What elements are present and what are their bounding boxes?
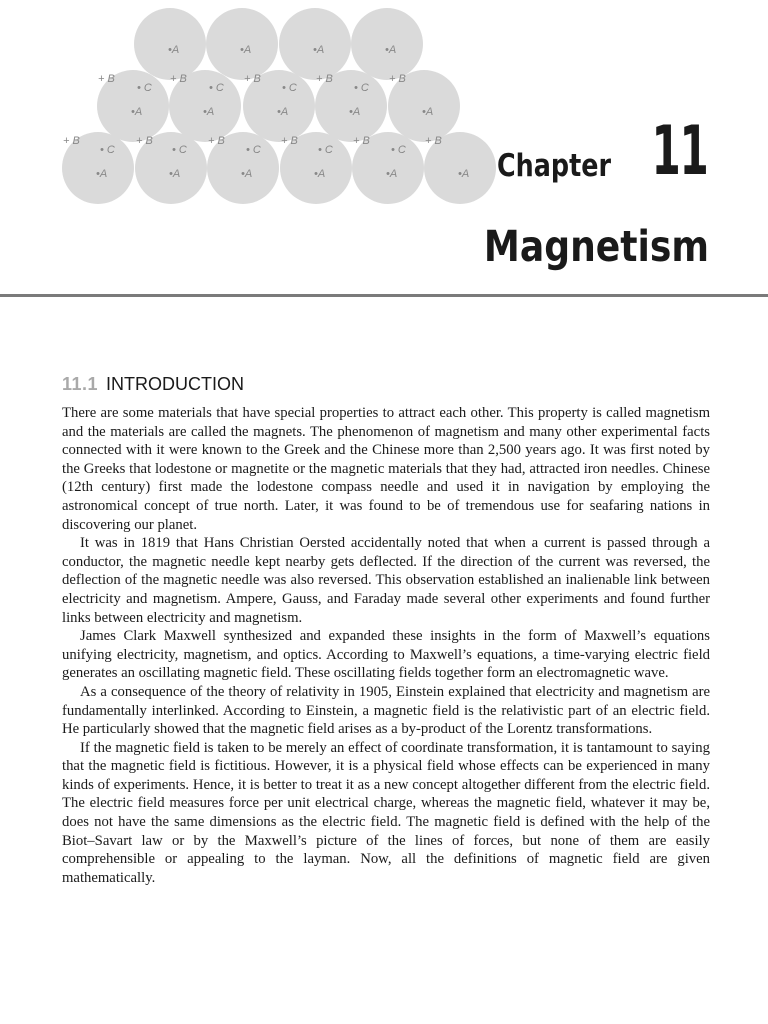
sphere-label-a: •A [168,44,180,56]
sphere-label-b: + B [244,73,261,85]
sphere-label-a: •A [314,168,326,180]
sphere-label-a: •A [458,168,470,180]
sphere-label-b: + B [353,135,370,147]
section-heading [62,373,244,395]
sphere-label-a: •A [169,168,181,180]
sphere-label-a: •A [240,44,252,56]
sphere-label-c: • C [246,144,261,156]
body-text [62,404,710,887]
sphere-label-b: + B [281,135,298,147]
sphere-label-a: •A [422,106,434,118]
sphere-label-c: • C [318,144,333,156]
sphere-label-b: + B [425,135,442,147]
stacked-spheres-illustration [0,0,520,215]
sphere-label-b: + B [136,135,153,147]
sphere-label-a: •A [241,168,253,180]
sphere-label-c: • C [100,144,115,156]
paragraph: There are some materials that have special properties to attract each other. This property is called magnetism and the materials are called the magnets. The phenomenon of magnetism and many other experimental facts connected with it were known to the Greek and the Chinese more than 2,500 years ago. It was first noted by the Greeks that lodestone or magnetite or the magnetic materials that they had, attracted iron needles. Chinese (12th century) first made the lodestone compass needle and used it in navigation by employing the astronomical concept of true north. Later, it was found to be of tremendous use for seafaring nations in discovering our planet. [62,405,710,533]
sphere-label-b: + B [389,73,406,85]
sphere-label-b: + B [170,73,187,85]
sphere-label-c: • C [209,82,224,94]
sphere-label-a: •A [349,106,361,118]
chapter-title: Magnetism [483,222,709,272]
chapter-word: Chapter [497,148,612,184]
sphere-label-a: •A [131,106,143,118]
paragraph: If the magnetic field is taken to be merely an effect of coordinate transformation, it is tantamount to saying that the magnetic field is fictitious. However, it is a physical field whose effects can be experienced in many kinds of experiments. Hence, it is better to treat it as a new concept altogether different from the electric field. The electric field measures force per unit electrical charge, whereas the magnetic field, whatever it may be, does not have the same dimensions as the electric field. The magnetic field is defined with the help of the Biot–Savart law or by the Maxwell’s picture of the lines of forces, but none of them are easily comprehensible or appealing to the layman. Now, all the definitions of magnetic field are given mathematically. [62,739,710,886]
sphere-label-a: •A [385,44,397,56]
sphere-label-a: •A [96,168,108,180]
sphere-label-c: • C [354,82,369,94]
sphere-label-a: •A [313,44,325,56]
header-divider [0,294,768,297]
chapter-number: 11 [651,112,708,191]
section-title: INTRODUCTION [106,374,245,394]
paragraph: James Clark Maxwell synthesized and expanded these insights in the form of Maxwell’s equations unifying electricity, magnetism, and optics. According to Maxwell’s equations, a time-varying electric field generates an oscillating magnetic field. These oscillating fields together form an electromagnetic wave. [62,628,710,682]
paragraph: As a consequence of the theory of relativity in 1905, Einstein explained that electricity and magnetism are fundamentally interlinked. According to Einstein, a magnetic field is the relativistic part of an electric field. He particularly showed that the magnetic field arises as a by-product of the Lorentz transformations. [62,683,710,738]
sphere-label-a: •A [203,106,215,118]
sphere-label-c: • C [391,144,406,156]
sphere-label-b: + B [63,135,80,147]
sphere-label-c: • C [137,82,152,94]
sphere-label-c: • C [282,82,297,94]
sphere-label-b: + B [316,73,333,85]
paragraph: It was in 1819 that Hans Christian Oersted accidentally noted that when a current is passed through a conductor, the magnetic needle kept nearby gets deflected. If the direction of the current was reversed, the deflection of the magnetic needle was also reversed. This observation established an inalienable link between electricity and magnetism. Ampere, Gauss, and Faraday made several other experiments and found further links between electricity and magnetism. [62,535,710,626]
sphere-label-b: + B [208,135,225,147]
section-number: 11.1 [62,374,99,394]
sphere-label-c: • C [172,144,187,156]
sphere-label-a: •A [386,168,398,180]
sphere-label-a: •A [277,106,289,118]
chapter-heading [472,112,708,191]
sphere-label-b: + B [98,73,115,85]
